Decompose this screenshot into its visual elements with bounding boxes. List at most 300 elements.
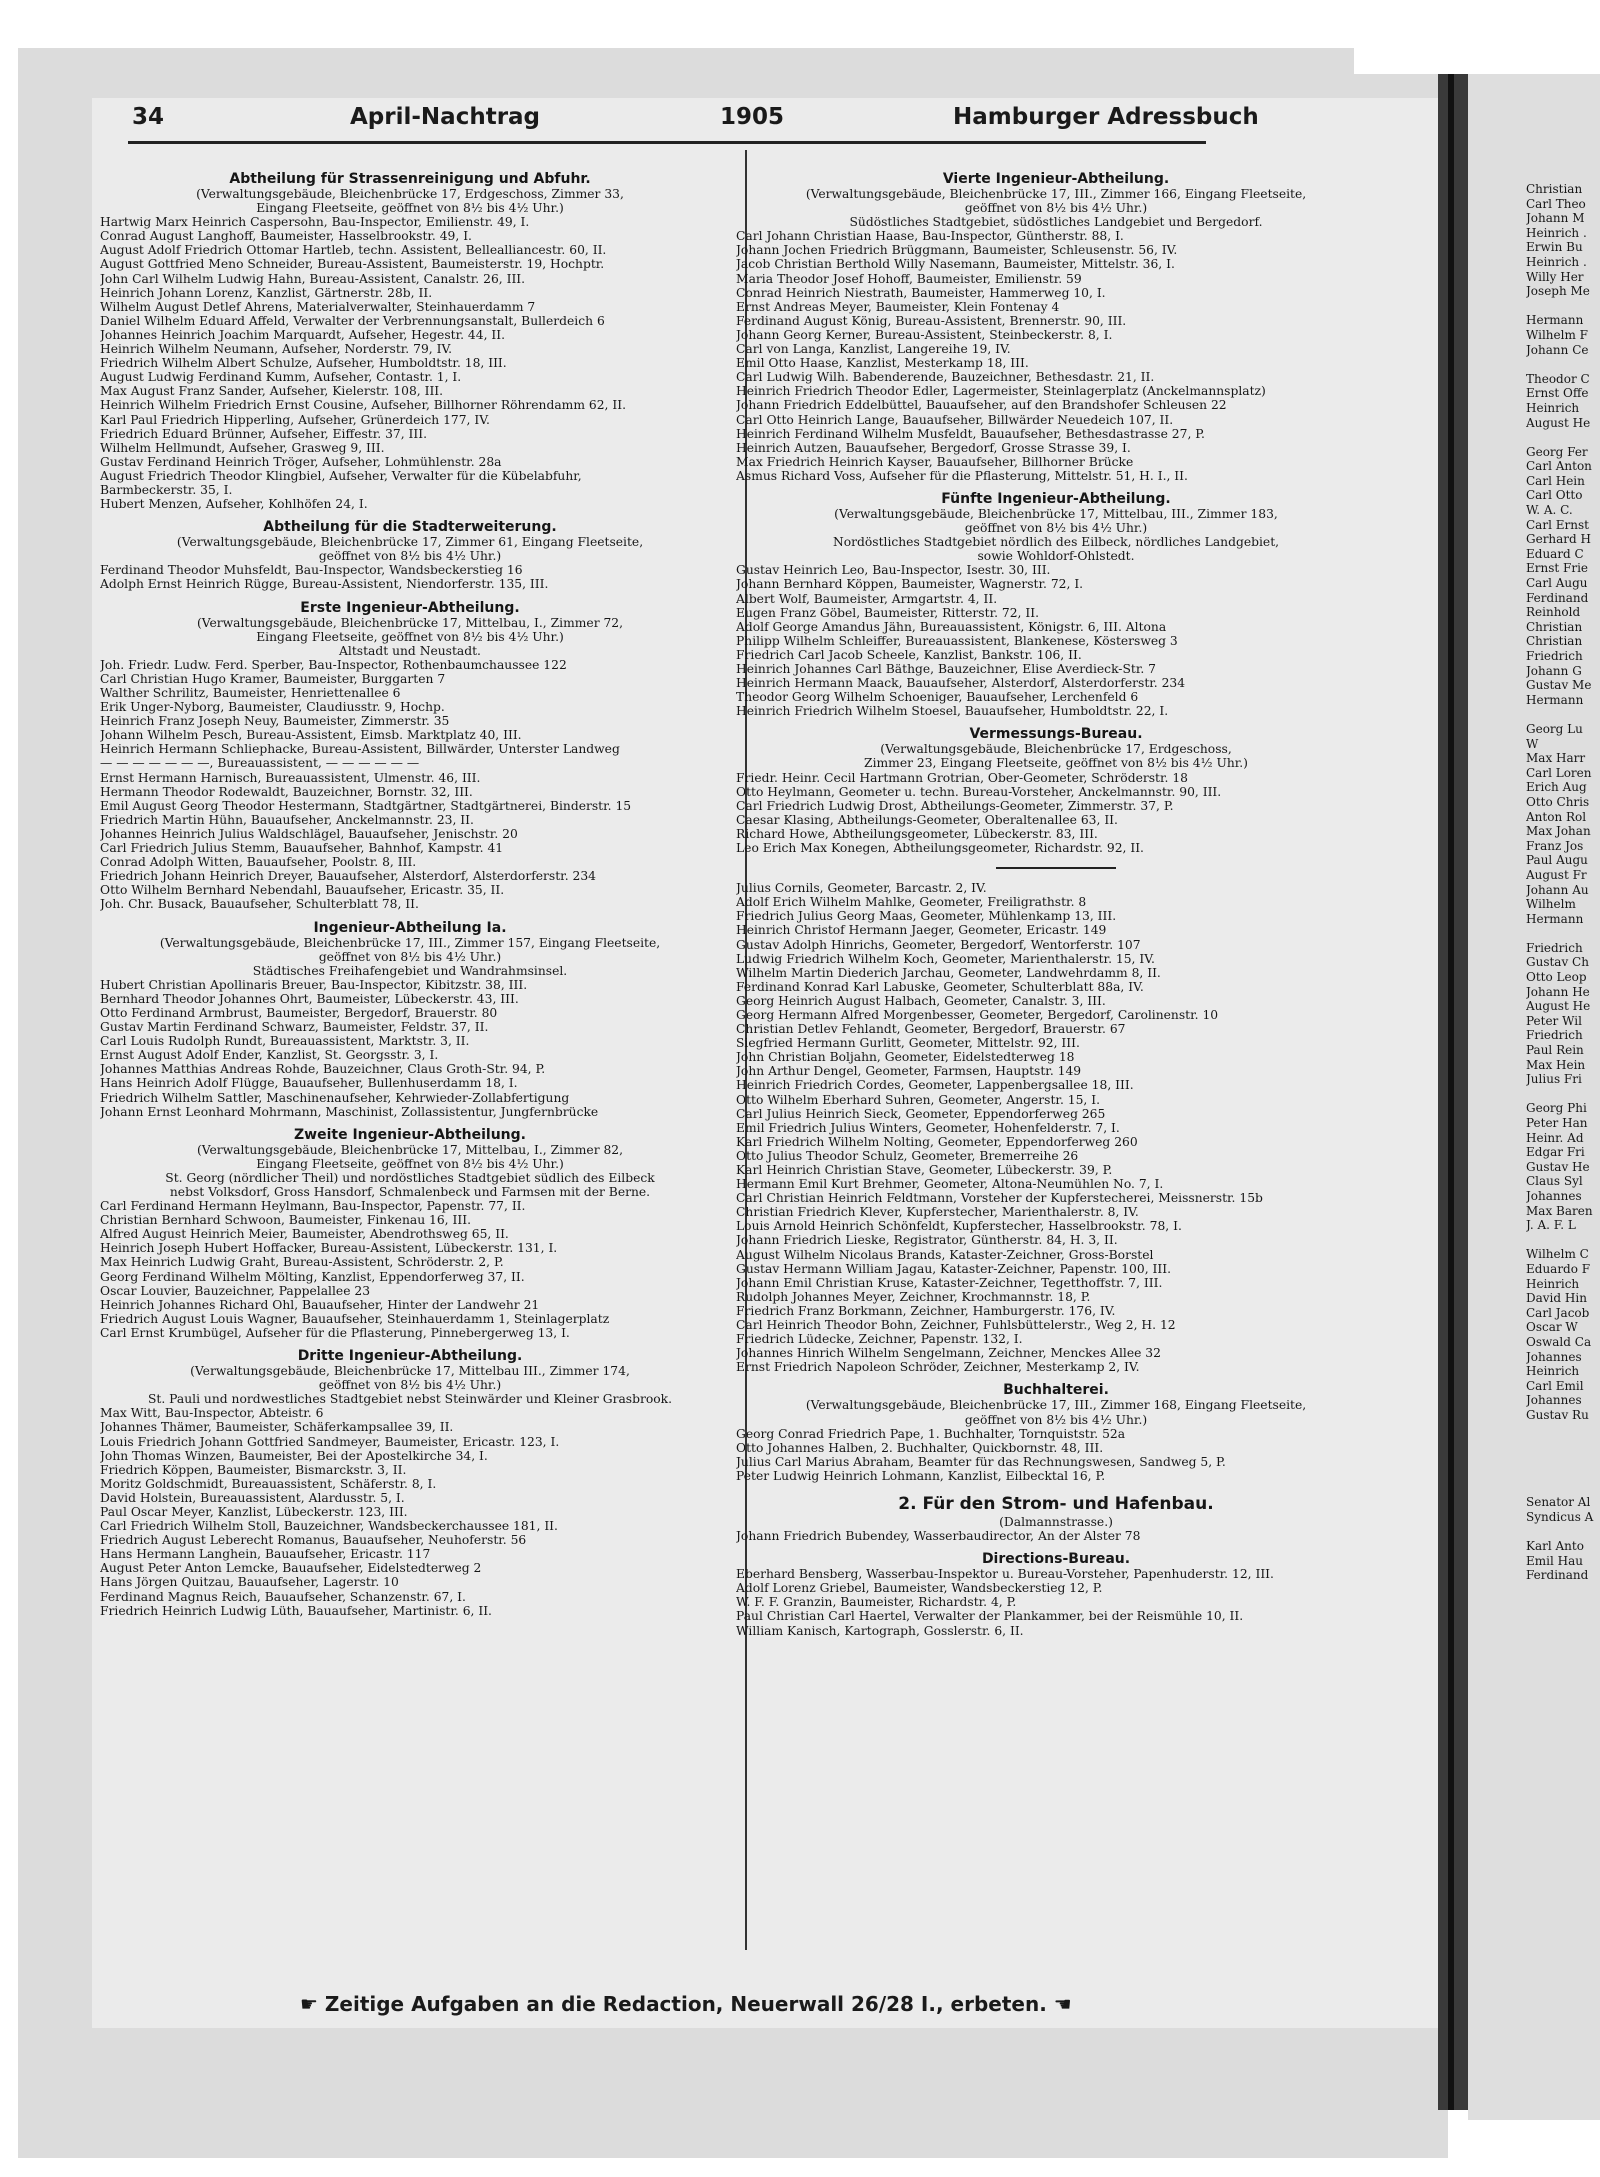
section-subheading: St. Pauli und nordwestliches Stadtgebiet nebst Steinwärder und Kleiner Grasbrook.: [147, 1392, 673, 1407]
directory-entry: Friedrich Heinrich Ludwig Lüth, Bauaufseher, Martinistr. 6, II.: [100, 1603, 492, 1618]
directory-entry: Heinrich Autzen, Bauaufseher, Bergedorf, Grosse Strasse 39, I.: [736, 440, 1131, 455]
directory-entry: Johannes Thämer, Baumeister, Schäferkampsallee 39, II.: [100, 1420, 454, 1435]
adjacent-page-entry: Eduardo F: [1526, 1261, 1591, 1276]
directory-entry: John Christian Boljahn, Geometer, Eidelstedterweg 18: [736, 1050, 1075, 1065]
section-heading: Buchhalterei.: [1003, 1382, 1109, 1399]
directory-entry: Ferdinand August König, Bureau-Assistent, Brennerstr. 90, III.: [736, 313, 1127, 328]
directory-entry: August Adolf Friedrich Ottomar Hartleb, techn. Assistent, Bellealliancestr. 60, II.: [100, 243, 607, 258]
directory-entry: Friedrich August Louis Wagner, Bauaufseher, Steinhauerdamm 1, Steinlagerplatz: [100, 1311, 610, 1326]
directory-entry: Otto Johannes Halben, 2. Buchhalter, Quickbornstr. 48, III.: [736, 1440, 1104, 1455]
adjacent-page-entry: Gustav He: [1526, 1159, 1590, 1174]
section-subheading: (Verwaltungsgebäude, Bleichenbrücke 17, III., Zimmer 168, Eingang Fleetseite,: [805, 1398, 1307, 1413]
directory-entry: Max Witt, Bau-Inspector, Abteistr. 6: [100, 1406, 324, 1421]
directory-entry: Gustav Adolph Hinrichs, Geometer, Bergedorf, Wentorferstr. 107: [736, 937, 1141, 952]
directory-entry: Johann Jochen Friedrich Brüggmann, Baumeister, Schleusenstr. 56, IV.: [736, 243, 1178, 258]
section: [736, 1493, 1376, 1543]
directory-entry: Hermann Emil Kurt Brehmer, Geometer, Altona-Neumühlen No. 7, I.: [736, 1177, 1164, 1192]
book-title: Hamburger Adressbuch: [953, 104, 1259, 130]
section-heading: Abtheilung für die Stadterweiterung.: [263, 519, 557, 536]
directory-entry: Adolf Lorenz Griebel, Baumeister, Wandsbeckerstieg 12, P.: [736, 1581, 1103, 1596]
page-number: 34: [132, 104, 165, 130]
section-heading: Dritte Ingenieur-Abtheilung.: [297, 1348, 523, 1365]
section-subheading: (Verwaltungsgebäude, Bleichenbrücke 17, Mittelbau, III., Zimmer 183,: [834, 506, 1278, 521]
section: [100, 171, 720, 511]
adjacent-page-entry: August Fr: [1526, 867, 1587, 882]
book-spine-shadow: [1448, 70, 1454, 2110]
section-subheading: geöffnet von 8½ bis 4½ Uhr.): [964, 201, 1148, 216]
adjacent-page-entry: Friedrich: [1526, 940, 1583, 955]
directory-entry: Carl von Langa, Kanzlist, Langereihe 19, IV.: [736, 342, 1011, 357]
adjacent-page-gap: [1526, 1437, 1600, 1452]
directory-entry: Carl Ernst Krumbügel, Aufseher für die Pflasterung, Pinnebergerweg 13, I.: [100, 1325, 570, 1340]
directory-entry: Adolf Erich Wilhelm Mahlke, Geometer, Freiligrathstr. 8: [736, 895, 1087, 910]
adjacent-page-entry: Eduard C: [1526, 546, 1584, 561]
directory-entry: Karl Friedrich Wilhelm Nolting, Geometer, Eppendorferweg 260: [736, 1134, 1138, 1149]
adjacent-page-entry: W. A. C.: [1526, 503, 1573, 518]
directory-entry: Conrad Heinrich Niestrath, Baumeister, Hammerweg 10, I.: [736, 285, 1106, 300]
adjacent-page-entry: Max Hein: [1526, 1057, 1586, 1072]
adjacent-page-entry: Johann Au: [1526, 882, 1589, 897]
section-subheading: (Verwaltungsgebäude, Bleichenbrücke 17, Erdgeschoss, Zimmer 33,: [196, 187, 624, 201]
adjacent-page-entry: Christian: [1526, 619, 1583, 634]
directory-entry: Carl Julius Heinrich Sieck, Geometer, Eppendorferweg 265: [736, 1106, 1106, 1121]
section-subheading: geöffnet von 8½ bis 4½ Uhr.): [964, 521, 1148, 536]
section-subheading: (Verwaltungsgebäude, Bleichenbrücke 17, Mittelbau, I., Zimmer 72,: [196, 615, 624, 630]
directory-entry: Johannes Hinrich Wilhelm Sengelmann, Zeichner, Menckes Allee 32: [736, 1346, 1161, 1361]
directory-entry: Adolf George Amandus Jähn, Bureauassistent, Königstr. 6, III. Altona: [736, 619, 1167, 634]
adjacent-page-entry: Ferdinand: [1526, 590, 1589, 605]
section-heading: Erste Ingenieur-Abtheilung.: [300, 599, 520, 616]
directory-entry: Emil August Georg Theodor Hestermann, Stadtgärtner, Stadtgärtnerei, Binderstr. 15: [100, 798, 632, 813]
section-subheading: (Verwaltungsgebäude, Bleichenbrücke 17, Mittelbau III., Zimmer 174,: [190, 1364, 630, 1379]
adjacent-page-entry: Ferdinand: [1526, 1568, 1589, 1583]
section-subheading: nebst Volksdorf, Gross Hansdorf, Schmalenbeck und Farmsen mit der Berne.: [169, 1185, 651, 1199]
adjacent-page-gap: [1526, 926, 1600, 941]
section-rule: [996, 867, 1116, 869]
directory-entry: Otto Heylmann, Geometer u. techn. Bureau-Vorsteher, Anckelmannstr. 90, III.: [736, 784, 1222, 799]
directory-entry: Joh. Friedr. Ludw. Ferd. Sperber, Bau-Inspector, Rothenbaumchaussee 122: [100, 657, 567, 672]
adjacent-page-entry: Theodor C: [1526, 371, 1590, 386]
directory-entry: Theodor Georg Wilhelm Schoeniger, Bauaufseher, Lerchenfeld 6: [736, 690, 1139, 705]
section-subheading: St. Georg (nördlicher Theil) und nordöstliches Stadtgebiet südlich des Eilbeck: [165, 1170, 655, 1185]
directory-entry: Otto Ferdinand Armbrust, Baumeister, Bergedorf, Brauerstr. 80: [100, 1005, 498, 1020]
section-heading: Directions-Bureau.: [981, 1551, 1131, 1568]
directory-entry: Oscar Louvier, Bauzeichner, Pappelallee 23: [100, 1283, 371, 1298]
adjacent-page-gap: [1526, 1481, 1600, 1496]
directory-entry: Heinrich Ferdinand Wilhelm Musfeldt, Bauaufseher, Bethesdastrasse 27, P.: [736, 426, 1205, 441]
directory-entry: Friedrich August Leberecht Romanus, Bauaufseher, Neuhoferstr. 56: [100, 1533, 527, 1548]
section-heading: Vermessungs-Bureau.: [969, 726, 1143, 743]
section-subheading: (Verwaltungsgebäude, Bleichenbrücke 17, III., Zimmer 166, Eingang Fleetseite,: [805, 187, 1307, 201]
adjacent-page-entry: J. A. F. L: [1526, 1218, 1576, 1233]
adjacent-page-entry: Ernst Frie: [1526, 561, 1589, 576]
adjacent-page-entry: Carl Jacob: [1526, 1305, 1590, 1320]
section: [736, 491, 1376, 718]
directory-entry: Joh. Chr. Busack, Bauaufseher, Schulterblatt 78, II.: [100, 897, 419, 912]
section-subheading: Zimmer 23, Eingang Fleetseite, geöffnet von 8½ bis 4½ Uhr.): [864, 756, 1248, 771]
section-subheading: Städtisches Freihafengebiet und Wandrahmsinsel.: [252, 963, 568, 978]
directory-entry: Richard Howe, Abtheilungsgeometer, Lübeckerstr. 83, III.: [736, 826, 1098, 841]
section-subheading: geöffnet von 8½ bis 4½ Uhr.): [964, 1412, 1148, 1427]
directory-entry: Ferdinand Magnus Reich, Bauaufseher, Schanzenstr. 67, I.: [100, 1589, 466, 1604]
adjacent-page-entry: Carl Loren: [1526, 765, 1592, 780]
adjacent-page-gap: [1526, 1452, 1600, 1467]
adjacent-page-entry: Georg Fer: [1526, 444, 1588, 459]
directory-entry: Max Heinrich Ludwig Graht, Bureau-Assistent, Schröderstr. 2, P.: [100, 1255, 504, 1270]
directory-entry: Max August Franz Sander, Aufseher, Kielerstr. 108, III.: [100, 384, 444, 399]
directory-entry: Friedrich Köppen, Baumeister, Bismarckstr. 3, II.: [100, 1462, 407, 1477]
directory-entry: Heinrich Joseph Hubert Hoffacker, Bureau-Assistent, Lübeckerstr. 131, I.: [100, 1241, 558, 1256]
adjacent-page-entry: Hermann: [1526, 911, 1584, 926]
section-subheading: Eingang Fleetseite, geöffnet von 8½ bis 4½ Uhr.): [256, 201, 564, 216]
adjacent-page-entry: Wilhelm: [1526, 897, 1576, 912]
directory-entry: Barmbeckerstr. 35, I.: [100, 482, 233, 497]
adjacent-page-entry: Gustav Me: [1526, 678, 1592, 693]
section: [736, 726, 1376, 855]
directory-entry: Heinrich Johannes Carl Bäthge, Bauzeichner, Elise Averdieck-Str. 7: [736, 662, 1156, 676]
section: [100, 600, 720, 912]
directory-entry: Jacob Christian Berthold Willy Nasemann, Baumeister, Mittelstr. 36, I.: [736, 257, 1175, 272]
directory-entry: August Wilhelm Nicolaus Brands, Kataster-Zeichner, Gross-Borstel: [736, 1247, 1154, 1262]
year: 1905: [720, 104, 785, 130]
adjacent-page-gap: [1526, 1525, 1600, 1540]
directory-entry: Ernst Friedrich Napoleon Schröder, Zeichner, Mesterkamp 2, IV.: [736, 1360, 1140, 1375]
directory-entry: Eugen Franz Göbel, Baumeister, Ritterstr. 72, II.: [736, 605, 1039, 620]
directory-entry: John Arthur Dengel, Geometer, Farmsen, Hauptstr. 149: [736, 1064, 1082, 1079]
section-subheading: sowie Wohldorf-Ohlstedt.: [977, 549, 1135, 564]
adjacent-page-entry: Oscar W: [1526, 1320, 1578, 1335]
adjacent-page-entry: Reinhold: [1526, 605, 1581, 620]
directory-entry: Heinrich Hermann Maack, Bauaufseher, Alsterdorf, Alsterdorferstr. 234: [736, 676, 1186, 691]
directory-entry: Johann Emil Christian Kruse, Kataster-Zeichner, Tegetthoffstr. 7, III.: [736, 1275, 1163, 1290]
directory-entry: Gustav Heinrich Leo, Bau-Inspector, Isestr. 30, III.: [736, 563, 1051, 578]
adjacent-page-gap: [1526, 1466, 1600, 1481]
adjacent-page-column: [1526, 182, 1600, 1583]
directory-entry: Johannes Matthias Andreas Rohde, Bauzeichner, Claus Groth-Str. 94, P.: [100, 1062, 546, 1077]
directory-entry: Heinrich Franz Joseph Neuy, Baumeister, Zimmerstr. 35: [100, 714, 450, 729]
directory-entry: Johann Friedrich Lieske, Registrator, Güntherstr. 84, H. 3, II.: [736, 1233, 1118, 1248]
directory-entry: Friedrich Wilhelm Albert Schulze, Aufseher, Humboldtstr. 18, III.: [100, 356, 507, 371]
adjacent-page-entry: Heinr. Ad: [1526, 1130, 1584, 1145]
directory-entry: Georg Ferdinand Wilhelm Mölting, Kanzlist, Eppendorferweg 37, II.: [100, 1269, 525, 1284]
section: [100, 920, 720, 1119]
section-heading: Ingenieur-Abtheilung Ia.: [313, 919, 507, 936]
section-subheading: Südöstliches Stadtgebiet, südöstliches Landgebiet und Bergedorf.: [849, 215, 1263, 230]
adjacent-page-entry: Carl Anton: [1526, 459, 1592, 474]
adjacent-page-entry: Syndicus A: [1526, 1510, 1594, 1525]
adjacent-page-entry: August He: [1526, 999, 1591, 1014]
directory-entry: W. F. F. Granzin, Baumeister, Richardstr. 4, P.: [736, 1595, 1017, 1610]
adjacent-page-entry: Georg Lu: [1526, 721, 1583, 736]
adjacent-page-entry: August He: [1526, 415, 1591, 430]
adjacent-page-entry: Friedrich: [1526, 1028, 1583, 1043]
directory-entry: Eberhard Bensberg, Wasserbau-Inspektor u. Bureau-Vorsteher, Papenhuderstr. 12, III.: [736, 1567, 1274, 1582]
directory-entry: Carl Christian Heinrich Feldtmann, Vorsteher der Kupferstecherei, Meissnerstr. 15b: [736, 1191, 1263, 1206]
directory-entry: Carl Johann Christian Haase, Bau-Inspector, Güntherstr. 88, I.: [736, 229, 1124, 244]
directory-entry: August Friedrich Theodor Klingbiel, Aufseher, Verwalter für die Kübelabfuhr,: [100, 468, 582, 483]
adjacent-page-entry: Otto Chris: [1526, 794, 1590, 809]
section-heading: Vierte Ingenieur-Abtheilung.: [942, 171, 1170, 187]
directory-entry: — — — — — — —, Bureauassistent, — — — — — —: [100, 756, 420, 771]
directory-entry: Heinrich Friedrich Wilhelm Stoesel, Bauaufseher, Humboldtstr. 22, I.: [736, 704, 1169, 719]
directory-entry: Karl Heinrich Christian Stave, Geometer, Lübeckerstr. 39, P.: [736, 1163, 1113, 1177]
adjacent-page-entry: Peter Wil: [1526, 1013, 1582, 1028]
directory-entry: Christian Bernhard Schwoon, Baumeister, Finkenau 16, III.: [100, 1213, 471, 1228]
directory-entry: Ferdinand Konrad Karl Labuske, Geometer, Schulterblatt 88a, IV.: [736, 979, 1144, 994]
adjacent-page-entry: Edgar Fri: [1526, 1145, 1585, 1160]
left-column: [100, 163, 720, 1618]
directory-entry: August Peter Anton Lemcke, Bauaufseher, Eidelstedterweg 2: [100, 1561, 482, 1576]
adjacent-page-entry: Oswald Ca: [1526, 1334, 1592, 1349]
directory-entry: Friedrich Wilhelm Sattler, Maschinenaufseher, Kehrwieder-Zollabfertigung: [100, 1090, 570, 1105]
directory-entry: Louis Arnold Heinrich Schönfeldt, Kupferstecher, Hasselbrookstr. 78, I.: [736, 1219, 1182, 1234]
section-subheading: (Verwaltungsgebäude, Bleichenbrücke 17, III., Zimmer 157, Eingang Fleetseite,: [159, 935, 661, 950]
directory-entry: Georg Hermann Alfred Morgenbesser, Geometer, Bergedorf, Carolinenstr. 10: [736, 1007, 1219, 1022]
adjacent-page-entry: Gerhard H: [1526, 532, 1592, 547]
adjacent-page-entry: Johannes: [1526, 1393, 1582, 1408]
directory-entry: Leo Erich Max Konegen, Abtheilungsgeometer, Richardstr. 92, II.: [736, 841, 1144, 856]
directory-entry: Heinrich Johann Lorenz, Kanzlist, Gärtnerstr. 28b, II.: [100, 285, 433, 300]
directory-entry: Gustav Hermann William Jagau, Kataster-Zeichner, Papenstr. 100, III.: [736, 1261, 1172, 1276]
directory-entry: Gustav Martin Ferdinand Schwarz, Baumeister, Feldstr. 37, II.: [100, 1020, 489, 1035]
directory-entry: Albert Wolf, Baumeister, Armgartstr. 4, II.: [736, 591, 998, 606]
directory-entry: Julius Cornils, Geometer, Barcastr. 2, IV.: [736, 881, 987, 896]
adjacent-page-entry: Christian: [1526, 634, 1583, 649]
directory-entry: Louis Friedrich Johann Gottfried Sandmeyer, Baumeister, Ericastr. 123, I.: [100, 1434, 560, 1449]
adjacent-page-gap: [1526, 357, 1600, 372]
adjacent-page-entry: Wilhelm C: [1526, 1247, 1589, 1262]
directory-entry: Hartwig Marx Heinrich Caspersohn, Bau-Inspector, Emilienstr. 49, I.: [100, 215, 530, 230]
adjacent-page-gap: [1526, 1087, 1600, 1102]
section-subheading: geöffnet von 8½ bis 4½ Uhr.): [318, 549, 502, 564]
directory-entry: Alfred August Heinrich Meier, Baumeister, Abendrothsweg 65, II.: [100, 1227, 509, 1242]
directory-entry: Ernst Andreas Meyer, Baumeister, Klein Fontenay 4: [736, 299, 1060, 314]
directory-entry: Wilhelm Hellmundt, Aufseher, Grasweg 9, III.: [100, 440, 385, 455]
adjacent-page-entry: W: [1526, 736, 1539, 751]
directory-entry: Paul Christian Carl Haertel, Verwalter der Plankammer, bei der Reismühle 10, II.: [736, 1609, 1244, 1624]
section-heading: Zweite Ingenieur-Abtheilung.: [294, 1126, 526, 1143]
adjacent-page-entry: Johannes: [1526, 1188, 1582, 1203]
adjacent-page-entry: Christian: [1526, 182, 1583, 196]
adjacent-page-entry: Heinrich: [1526, 1364, 1580, 1379]
adjacent-page-entry: Ernst Offe: [1526, 386, 1589, 401]
adjacent-page-entry: Erich Aug: [1526, 780, 1587, 795]
section-heading: 2. Für den Strom- und Hafenbau.: [898, 1493, 1214, 1514]
adjacent-page-entry: Carl Ernst: [1526, 517, 1589, 532]
directory-entry: Georg Heinrich August Halbach, Geometer, Canalstr. 3, III.: [736, 993, 1106, 1008]
adjacent-page-entry: Johann G: [1526, 663, 1582, 678]
directory-entry: Peter Ludwig Heinrich Lohmann, Kanzlist, Eilbecktal 16, P.: [736, 1468, 1106, 1483]
section: [100, 1348, 720, 1618]
adjacent-page-entry: Emil Hau: [1526, 1553, 1583, 1568]
directory-entry: Friedrich Carl Jacob Scheele, Kanzlist, Bankstr. 106, II.: [736, 647, 1082, 662]
section-subheading: Eingang Fleetseite, geöffnet von 8½ bis 4½ Uhr.): [256, 1156, 564, 1171]
directory-entry: Heinrich Johannes Richard Ohl, Bauaufseher, Hinter der Landwehr 21: [100, 1297, 540, 1312]
adjacent-page-gap: [1526, 430, 1600, 445]
directory-entry: Adolph Ernst Heinrich Rügge, Bureau-Assistent, Niendorferstr. 135, III.: [100, 577, 549, 592]
directory-entry: Karl Paul Friedrich Hipperling, Aufseher, Grünerdeich 177, IV.: [100, 412, 490, 427]
directory-entry: Bernhard Theodor Johannes Ohrt, Baumeister, Lübeckerstr. 43, III.: [100, 991, 519, 1006]
directory-entry: Moritz Goldschmidt, Bureauassistent, Schäferstr. 8, I.: [100, 1476, 437, 1491]
adjacent-page-entry: Wilhelm F: [1526, 327, 1588, 342]
directory-entry: Heinrich Wilhelm Neumann, Aufseher, Norderstr. 79, IV.: [100, 342, 453, 357]
adjacent-page-gap: [1526, 707, 1600, 722]
adjacent-page-entry: Gustav Ru: [1526, 1407, 1589, 1422]
directory-entry: Johann Georg Kerner, Bureau-Assistent, Steinbeckerstr. 8, I.: [736, 327, 1113, 342]
directory-entry: Heinrich Hermann Schliephacke, Bureau-Assistent, Billwärder, Unterster Landweg: [100, 742, 620, 757]
adjacent-page-entry: Hermann: [1526, 313, 1584, 328]
directory-entry: John Carl Wilhelm Ludwig Hahn, Bureau-Assistent, Canalstr. 26, III.: [100, 271, 526, 286]
adjacent-page-entry: Paul Rein: [1526, 1043, 1584, 1058]
directory-entry: John Thomas Winzen, Baumeister, Bei der Apostelkirche 34, I.: [100, 1448, 488, 1463]
section-subheading: (Verwaltungsgebäude, Bleichenbrücke 17, Zimmer 61, Eingang Fleetseite,: [176, 535, 644, 550]
adjacent-page-entry: Max Johan: [1526, 824, 1591, 839]
directory-entry: Heinrich Wilhelm Friedrich Ernst Cousine, Aufseher, Billhorner Röhrendamm 62, II.: [100, 398, 626, 413]
section-subheading: Altstadt und Neustadt.: [339, 643, 481, 658]
directory-entry: Heinrich Friedrich Theodor Edler, Lagermeister, Steinlagerplatz (Anckelmannsplatz): [736, 384, 1266, 399]
header-rule: [128, 141, 1206, 144]
directory-entry: Max Friedrich Heinrich Kayser, Bauaufseher, Billhorner Brücke: [736, 454, 1134, 469]
directory-entry: Emil Otto Haase, Kanzlist, Mesterkamp 18, III.: [736, 356, 1029, 371]
directory-entry: Carl Ludwig Wilh. Babenderende, Bauzeichner, Bethesdastr. 21, II.: [736, 370, 1155, 385]
adjacent-page-entry: Otto Leop: [1526, 970, 1587, 985]
directory-entry: Maria Theodor Josef Hohoff, Baumeister, Emilienstr. 59: [736, 271, 1082, 286]
adjacent-page-entry: Johann He: [1526, 984, 1590, 999]
adjacent-page-entry: Georg Phi: [1526, 1101, 1587, 1116]
directory-entry: Hans Hermann Langhein, Bauaufseher, Ericastr. 117: [100, 1547, 431, 1562]
adjacent-page-entry: Carl Augu: [1526, 576, 1588, 591]
directory-entry: Johann Bernhard Köppen, Baumeister, Wagnerstr. 72, I.: [736, 577, 1084, 592]
section-title: April-Nachtrag: [350, 104, 541, 130]
directory-entry: Johann Wilhelm Pesch, Bureau-Assistent, Eimsb. Marktplatz 40, III.: [100, 728, 522, 743]
directory-entry: Conrad Adolph Witten, Bauaufseher, Poolstr. 8, III.: [100, 855, 417, 870]
directory-entry: Friedrich Johann Heinrich Dreyer, Bauaufseher, Alsterdorf, Alsterdorferstr. 234: [100, 869, 596, 884]
directory-entry: Walther Schrilitz, Baumeister, Henriettenallee 6: [100, 686, 401, 700]
directory-entry: Emil Friedrich Julius Winters, Geometer, Hohenfelderstr. 7, I.: [736, 1120, 1120, 1135]
directory-entry: Carl Friedrich Ludwig Drost, Abtheilungs-Geometer, Zimmerstr. 37, P.: [736, 798, 1174, 813]
adjacent-page-entry: Johann M: [1526, 211, 1585, 226]
directory-entry: Johannes Heinrich Julius Waldschlägel, Bauaufseher, Jenischstr. 20: [100, 826, 518, 841]
section: [100, 1127, 720, 1340]
adjacent-page-entry: Carl Theo: [1526, 196, 1586, 211]
adjacent-page-entry: Anton Rol: [1526, 809, 1587, 824]
adjacent-page-entry: Carl Otto: [1526, 488, 1583, 503]
footer-notice: ☛ Zeitige Aufgaben an die Redaction, Neuerwall 26/28 I., erbeten. ☚: [300, 1992, 1072, 2016]
directory-entry: Carl Ferdinand Hermann Heylmann, Bau-Inspector, Papenstr. 77, II.: [100, 1199, 526, 1214]
directory-entry: Siegfried Hermann Gurlitt, Geometer, Mittelstr. 92, III.: [736, 1036, 1080, 1051]
adjacent-page-entry: Johann Ce: [1526, 342, 1589, 357]
adjacent-page-entry: Willy Her: [1526, 269, 1584, 284]
right-column: [736, 163, 1376, 1638]
directory-entry: Daniel Wilhelm Eduard Affeld, Verwalter der Verbrennungsanstalt, Bullerdeich 6: [100, 313, 605, 328]
adjacent-page-entry: Paul Augu: [1526, 853, 1588, 868]
directory-entry: Carl Otto Heinrich Lange, Bauaufseher, Billwärder Neuedeich 107, II.: [736, 412, 1174, 427]
directory-entry: Hans Heinrich Adolf Flügge, Bauaufseher, Bullenhuserdamm 18, I.: [100, 1076, 518, 1091]
adjacent-page-entry: Franz Jos: [1526, 838, 1584, 853]
directory-entry: Caesar Klasing, Abtheilungs-Geometer, Oberaltenallee 63, II.: [736, 812, 1118, 827]
directory-entry: Hermann Theodor Rodewaldt, Bauzeichner, Bornstr. 32, III.: [100, 784, 473, 799]
adjacent-page-entry: Karl Anto: [1526, 1539, 1584, 1554]
section-subheading: (Verwaltungsgebäude, Bleichenbrücke 17, Mittelbau, I., Zimmer 82,: [196, 1142, 624, 1157]
directory-entry: Otto Wilhelm Eberhard Suhren, Geometer, Angerstr. 15, I.: [736, 1092, 1100, 1107]
directory-entry: Rudolph Johannes Meyer, Zeichner, Krochmannstr. 18, P.: [736, 1289, 1091, 1304]
directory-entry: Wilhelm Martin Diederich Jarchau, Geometer, Landwehrdamm 8, II.: [736, 965, 1161, 980]
directory-entry: Hubert Menzen, Aufseher, Kohlhöfen 24, I.: [100, 497, 368, 512]
section-subheading: Nordöstliches Stadtgebiet nördlich des Eilbeck, nördliches Landgebiet,: [832, 535, 1280, 550]
adjacent-page-entry: Heinrich: [1526, 1276, 1580, 1291]
directory-entry: Hans Jörgen Quitzau, Bauaufseher, Lagerstr. 10: [100, 1575, 399, 1590]
directory-entry: Friedrich Julius Georg Maas, Geometer, Mühlenkamp 13, III.: [736, 909, 1117, 924]
section-subheading: geöffnet von 8½ bis 4½ Uhr.): [318, 949, 502, 964]
adjacent-page-entry: Erwin Bu: [1526, 240, 1583, 255]
directory-entry: Johann Ernst Leonhard Mohrmann, Maschinist, Zollassistentur, Jungfernbrücke: [100, 1104, 599, 1119]
directory-entry: William Kanisch, Kartograph, Gosslerstr. 6, II.: [736, 1623, 1024, 1638]
adjacent-page-entry: Max Harr: [1526, 751, 1586, 766]
directory-entry: Carl Christian Hugo Kramer, Baumeister, Burggarten 7: [100, 671, 446, 686]
section-subheading: (Verwaltungsgebäude, Bleichenbrücke 17, Erdgeschoss,: [880, 742, 1232, 757]
directory-entry: Johann Friedrich Bubendey, Wasserbaudirector, An der Alster 78: [736, 1529, 1141, 1544]
scan-margin: [1354, 48, 1600, 74]
directory-entry: August Ludwig Ferdinand Kumm, Aufseher, Contastr. 1, I.: [100, 370, 462, 385]
adjacent-page-entry: Senator Al: [1526, 1495, 1591, 1510]
directory-entry: Ludwig Friedrich Wilhelm Koch, Geometer, Marienthalerstr. 15, IV.: [736, 951, 1155, 966]
directory-entry: Heinrich Friedrich Cordes, Geometer, Lappenbergsallee 18, III.: [736, 1078, 1134, 1093]
directory-entry: Friedrich Franz Borkmann, Zeichner, Hamburgerstr. 176, IV.: [736, 1303, 1116, 1318]
directory-entry: Gustav Ferdinand Heinrich Tröger, Aufseher, Lohmühlenstr. 28a: [100, 454, 502, 469]
directory-entry: Julius Carl Marius Abraham, Beamter für das Rechnungswesen, Sandweg 5, P.: [736, 1454, 1226, 1469]
section-subheading: Eingang Fleetseite, geöffnet von 8½ bis 4½ Uhr.): [256, 629, 564, 644]
directory-entry: Conrad August Langhoff, Baumeister, Hasselbrookstr. 49, I.: [100, 229, 472, 244]
adjacent-page-entry: Friedrich: [1526, 649, 1583, 663]
adjacent-page-gap: [1526, 299, 1600, 314]
adjacent-page-entry: Carl Emil: [1526, 1378, 1584, 1393]
section: [736, 1551, 1376, 1637]
directory-entry: Hubert Christian Apollinaris Breuer, Bau-Inspector, Kibitzstr. 38, III.: [100, 977, 528, 992]
directory-entry: Friedrich Lüdecke, Zeichner, Papenstr. 132, I.: [736, 1332, 1023, 1347]
directory-entry: Wilhelm August Detlef Ahrens, Materialverwalter, Steinhauerdamm 7: [100, 299, 536, 314]
section-subheading: (Dalmannstrasse.): [999, 1514, 1113, 1529]
adjacent-page-entry: Hermann: [1526, 692, 1584, 707]
directory-entry: Friedr. Heinr. Cecil Hartmann Grotrian, Ober-Geometer, Schröderstr. 18: [736, 770, 1188, 785]
directory-entry: Christian Friedrich Klever, Kupferstecher, Marienthalerstr. 8, IV.: [736, 1205, 1139, 1220]
directory-entry: Carl Heinrich Theodor Bohn, Zeichner, Fuhlsbüttelerstr., Weg 2, H. 12: [736, 1318, 1176, 1333]
adjacent-page-entry: Max Baren: [1526, 1203, 1593, 1218]
directory-entry: Otto Julius Theodor Schulz, Geometer, Bremerreihe 26: [736, 1148, 1079, 1163]
section: [100, 519, 720, 591]
adjacent-page-entry: Johannes: [1526, 1349, 1582, 1364]
directory-entry: Georg Conrad Friedrich Pape, 1. Buchhalter, Tornquiststr. 52a: [736, 1426, 1126, 1441]
adjacent-page-entry: Claus Syl: [1526, 1174, 1583, 1189]
directory-entry: Carl Friedrich Julius Stemm, Bauaufseher, Bahnhof, Kampstr. 41: [100, 841, 504, 856]
directory-entry: Friedrich Eduard Brünner, Aufseher, Eiffestr. 37, III.: [100, 426, 428, 441]
directory-entry: Otto Wilhelm Bernhard Nebendahl, Bauaufseher, Ericastr. 35, II.: [100, 883, 505, 898]
section: [736, 867, 1376, 1374]
directory-entry: Ernst August Adolf Ender, Kanzlist, St. Georgsstr. 3, I.: [100, 1048, 439, 1063]
adjacent-page-gap: [1526, 1233, 1600, 1248]
directory-entry: Carl Friedrich Wilhelm Stoll, Bauzeichner, Wandsbeckerchaussee 181, II.: [100, 1519, 558, 1534]
adjacent-page-entry: Heinrich .: [1526, 225, 1587, 240]
directory-entry: Paul Oscar Meyer, Kanzlist, Lübeckerstr. 123, III.: [100, 1504, 408, 1519]
directory-entry: Carl Louis Rudolph Rundt, Bureauassistent, Marktstr. 3, II.: [100, 1034, 470, 1049]
adjacent-page-entry: Heinrich: [1526, 400, 1580, 415]
directory-entry: Ferdinand Theodor Muhsfeldt, Bau-Inspector, Wandsbeckerstieg 16: [100, 563, 523, 578]
directory-entry: Erik Unger-Nyborg, Baumeister, Claudiusstr. 9, Hochp.: [100, 700, 445, 715]
directory-entry: Johannes Heinrich Joachim Marquardt, Aufseher, Hegestr. 44, II.: [100, 327, 506, 342]
section-heading: Abtheilung für Strassenreinigung und Abfuhr.: [229, 171, 591, 187]
section: [736, 171, 1376, 483]
adjacent-page-entry: David Hin: [1526, 1291, 1587, 1306]
adjacent-page-entry: Carl Hein: [1526, 473, 1585, 488]
